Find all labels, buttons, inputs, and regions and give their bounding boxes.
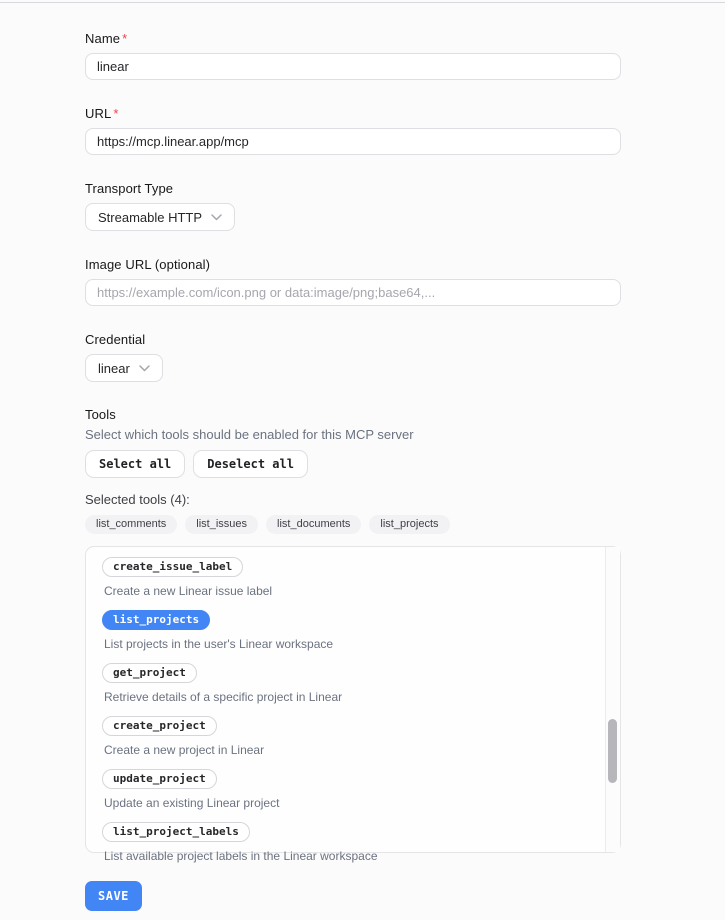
tool-list [86,547,620,863]
tool-name-pill-selected[interactable]: list_projects [102,610,210,630]
scrollbar-track[interactable] [605,547,620,852]
transport-type-field-group [85,181,621,231]
selected-tool-chip: list_projects [369,515,449,534]
credential-select[interactable] [85,354,163,382]
tool-list-item [102,663,588,704]
tool-name-pill[interactable]: list_project_labels [102,822,250,842]
required-marker: * [122,31,128,46]
tool-name-pill[interactable]: update_project [102,769,217,789]
credential-field-group [85,332,621,382]
name-label: Name * [85,31,128,46]
credential-value: linear [98,360,130,376]
transport-type-value: Streamable HTTP [98,209,203,225]
tool-description: List available project labels in the Linear workspace [104,849,378,863]
top-divider [0,2,725,3]
deselect-all-button[interactable]: Deselect all [193,450,308,478]
tool-list-item [102,557,588,598]
transport-type-select[interactable] [85,203,235,231]
name-input[interactable] [85,53,621,80]
selected-tool-chip: list_comments [85,515,177,534]
chevron-down-icon [139,365,150,372]
tool-name-pill[interactable]: create_project [102,716,217,736]
url-input[interactable] [85,128,621,155]
tool-description: List projects in the user's Linear workspace [104,637,334,651]
selected-tools-heading: Selected tools (4): [85,492,190,507]
tool-name-pill[interactable]: create_issue_label [102,557,243,577]
image-url-field-group [85,257,621,306]
tool-description: Retrieve details of a specific project in Linear [104,690,343,704]
tool-description: Create a new project in Linear [104,743,265,757]
select-all-button[interactable]: Select all [85,450,185,478]
image-url-label: Image URL (optional) [85,257,211,272]
tool-list-item [102,716,588,757]
url-field-group [85,106,621,155]
transport-type-label: Transport Type [85,181,174,196]
tool-name-pill[interactable]: get_project [102,663,197,683]
chevron-down-icon [211,214,222,221]
tools-description: Select which tools should be enabled for this MCP server [85,427,414,442]
name-field-group [85,31,621,80]
url-label: URL * [85,106,119,121]
credential-label: Credential [85,332,146,347]
tool-description: Update an existing Linear project [104,796,280,810]
tools-button-row [85,450,621,478]
required-marker: * [113,106,119,121]
scrollbar-thumb[interactable] [608,719,617,783]
selected-tool-chip: list_issues [185,515,258,534]
tool-list-item [102,769,588,810]
selected-tools-chips [85,515,621,534]
tool-description: Create a new Linear issue label [104,584,273,598]
tool-list-item [102,610,588,651]
tools-section [85,407,621,863]
mcp-server-form [85,31,621,911]
tool-list-item [102,822,588,863]
image-url-input[interactable] [85,279,621,306]
save-button[interactable]: SAVE [85,881,142,911]
tool-list-container [85,546,621,863]
tools-label: Tools [85,407,116,422]
selected-tool-chip: list_documents [266,515,361,534]
